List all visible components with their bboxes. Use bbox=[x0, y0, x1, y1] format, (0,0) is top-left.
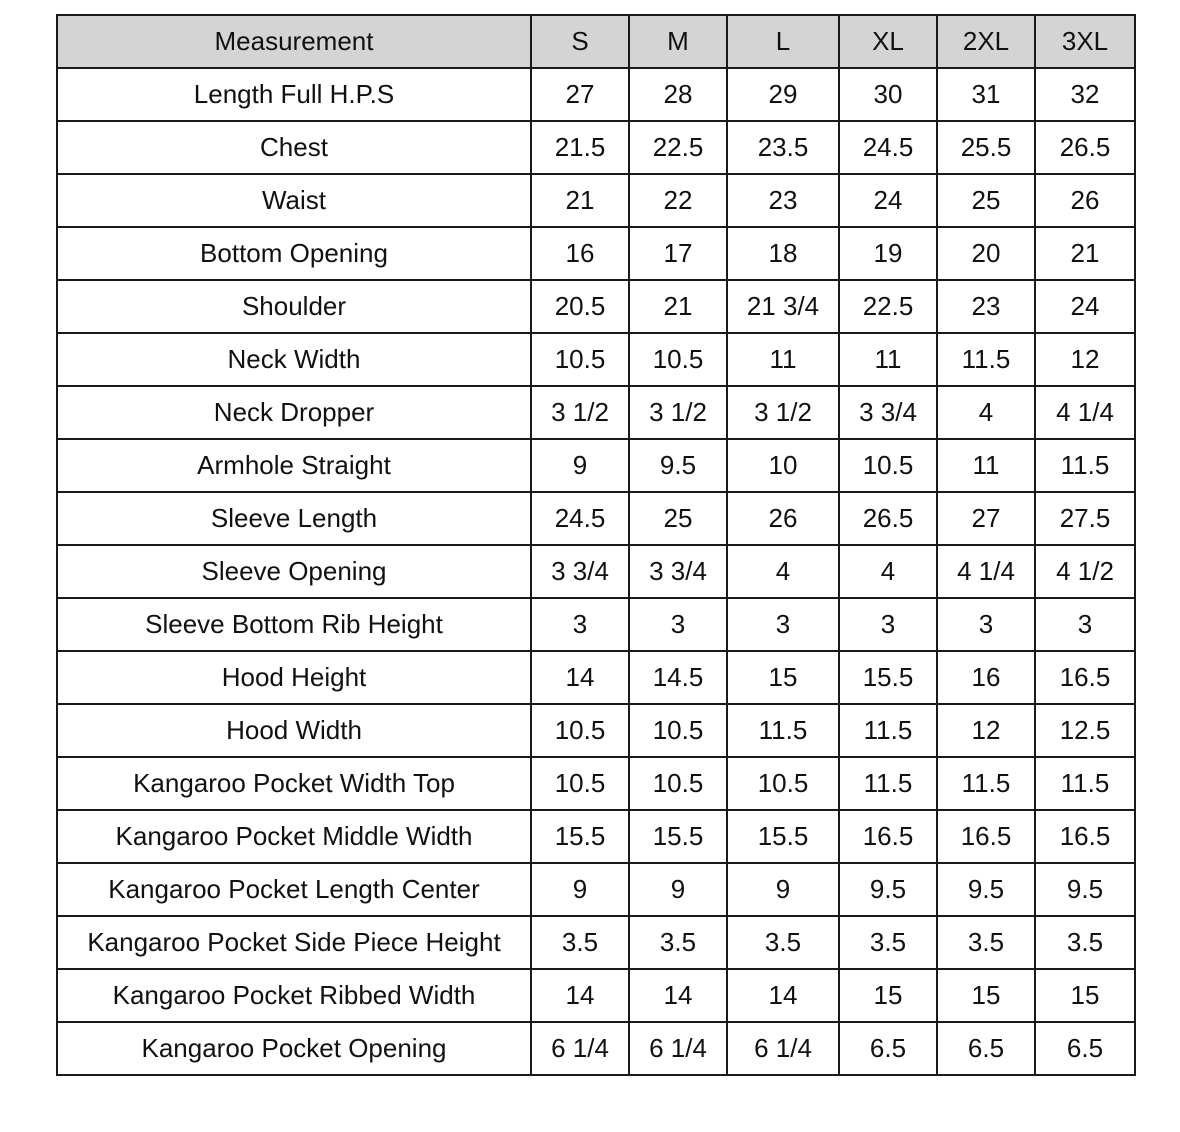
measurement-value-cell: 10.5 bbox=[531, 704, 629, 757]
measurement-value-cell: 15.5 bbox=[629, 810, 727, 863]
measurement-value-cell: 15.5 bbox=[839, 651, 937, 704]
measurement-value-cell: 15 bbox=[839, 969, 937, 1022]
measurement-value-cell: 3.5 bbox=[531, 916, 629, 969]
measurement-value-cell: 24.5 bbox=[531, 492, 629, 545]
measurement-name-cell: Shoulder bbox=[57, 280, 531, 333]
table-row bbox=[57, 386, 1135, 439]
measurement-value-cell: 26.5 bbox=[839, 492, 937, 545]
table-row bbox=[57, 492, 1135, 545]
measurement-value-cell: 6 1/4 bbox=[531, 1022, 629, 1075]
measurement-value-cell: 3 bbox=[531, 598, 629, 651]
table-row bbox=[57, 439, 1135, 492]
table-row bbox=[57, 704, 1135, 757]
column-header-size-3xl: 3XL bbox=[1035, 15, 1135, 68]
measurement-value-cell: 27 bbox=[937, 492, 1035, 545]
measurement-value-cell: 3 3/4 bbox=[839, 386, 937, 439]
measurement-value-cell: 12 bbox=[937, 704, 1035, 757]
measurement-value-cell: 10.5 bbox=[629, 333, 727, 386]
measurement-name-cell: Sleeve Length bbox=[57, 492, 531, 545]
measurement-value-cell: 11.5 bbox=[839, 704, 937, 757]
table-row bbox=[57, 598, 1135, 651]
measurement-value-cell: 25 bbox=[937, 174, 1035, 227]
measurement-value-cell: 3 3/4 bbox=[531, 545, 629, 598]
measurement-value-cell: 22 bbox=[629, 174, 727, 227]
measurement-value-cell: 9 bbox=[531, 439, 629, 492]
measurement-value-cell: 16 bbox=[531, 227, 629, 280]
measurement-value-cell: 3.5 bbox=[629, 916, 727, 969]
measurement-value-cell: 20 bbox=[937, 227, 1035, 280]
measurement-value-cell: 3 1/2 bbox=[531, 386, 629, 439]
table-row bbox=[57, 810, 1135, 863]
column-header-measurement: Measurement bbox=[57, 15, 531, 68]
measurement-value-cell: 17 bbox=[629, 227, 727, 280]
measurement-value-cell: 15 bbox=[1035, 969, 1135, 1022]
measurement-value-cell: 16.5 bbox=[1035, 651, 1135, 704]
measurement-name-cell: Hood Height bbox=[57, 651, 531, 704]
measurement-value-cell: 25.5 bbox=[937, 121, 1035, 174]
table-row bbox=[57, 651, 1135, 704]
measurement-value-cell: 21 bbox=[531, 174, 629, 227]
measurement-name-cell: Kangaroo Pocket Width Top bbox=[57, 757, 531, 810]
measurement-value-cell: 11.5 bbox=[937, 757, 1035, 810]
column-header-size-l: L bbox=[727, 15, 839, 68]
measurement-value-cell: 14 bbox=[629, 969, 727, 1022]
measurement-value-cell: 3.5 bbox=[727, 916, 839, 969]
measurement-value-cell: 21 bbox=[1035, 227, 1135, 280]
measurement-value-cell: 15 bbox=[727, 651, 839, 704]
measurement-name-cell: Kangaroo Pocket Side Piece Height bbox=[57, 916, 531, 969]
measurement-value-cell: 11 bbox=[839, 333, 937, 386]
measurement-value-cell: 23.5 bbox=[727, 121, 839, 174]
measurement-value-cell: 3 bbox=[727, 598, 839, 651]
measurement-value-cell: 3 bbox=[937, 598, 1035, 651]
measurement-value-cell: 15 bbox=[937, 969, 1035, 1022]
measurement-value-cell: 4 bbox=[937, 386, 1035, 439]
measurement-name-cell: Kangaroo Pocket Ribbed Width bbox=[57, 969, 531, 1022]
measurement-name-cell: Armhole Straight bbox=[57, 439, 531, 492]
measurement-value-cell: 11.5 bbox=[727, 704, 839, 757]
measurement-name-cell: Chest bbox=[57, 121, 531, 174]
measurement-value-cell: 10.5 bbox=[629, 757, 727, 810]
measurement-value-cell: 18 bbox=[727, 227, 839, 280]
measurement-value-cell: 25 bbox=[629, 492, 727, 545]
measurement-name-cell: Hood Width bbox=[57, 704, 531, 757]
measurement-value-cell: 11 bbox=[937, 439, 1035, 492]
measurement-value-cell: 21.5 bbox=[531, 121, 629, 174]
measurement-value-cell: 10.5 bbox=[531, 333, 629, 386]
measurement-value-cell: 10.5 bbox=[727, 757, 839, 810]
measurement-value-cell: 6 1/4 bbox=[727, 1022, 839, 1075]
measurement-name-cell: Length Full H.P.S bbox=[57, 68, 531, 121]
measurement-value-cell: 32 bbox=[1035, 68, 1135, 121]
table-row bbox=[57, 121, 1135, 174]
measurement-value-cell: 24 bbox=[839, 174, 937, 227]
measurement-value-cell: 11.5 bbox=[1035, 439, 1135, 492]
measurement-value-cell: 4 1/4 bbox=[1035, 386, 1135, 439]
measurement-value-cell: 6 1/4 bbox=[629, 1022, 727, 1075]
measurement-value-cell: 9.5 bbox=[937, 863, 1035, 916]
measurement-value-cell: 27 bbox=[531, 68, 629, 121]
measurement-value-cell: 19 bbox=[839, 227, 937, 280]
measurement-value-cell: 14 bbox=[531, 651, 629, 704]
measurement-value-cell: 16.5 bbox=[937, 810, 1035, 863]
column-header-size-s: S bbox=[531, 15, 629, 68]
measurement-value-cell: 11 bbox=[727, 333, 839, 386]
measurement-value-cell: 6.5 bbox=[937, 1022, 1035, 1075]
header-row bbox=[57, 15, 1135, 68]
measurement-name-cell: Bottom Opening bbox=[57, 227, 531, 280]
column-header-size-m: M bbox=[629, 15, 727, 68]
column-header-size-xl: XL bbox=[839, 15, 937, 68]
measurement-value-cell: 24.5 bbox=[839, 121, 937, 174]
measurement-value-cell: 9 bbox=[629, 863, 727, 916]
table-row bbox=[57, 969, 1135, 1022]
measurement-name-cell: Sleeve Bottom Rib Height bbox=[57, 598, 531, 651]
measurement-value-cell: 24 bbox=[1035, 280, 1135, 333]
measurement-value-cell: 6.5 bbox=[1035, 1022, 1135, 1075]
measurement-value-cell: 4 1/2 bbox=[1035, 545, 1135, 598]
measurement-name-cell: Kangaroo Pocket Opening bbox=[57, 1022, 531, 1075]
measurement-value-cell: 3 1/2 bbox=[727, 386, 839, 439]
measurement-value-cell: 3.5 bbox=[937, 916, 1035, 969]
measurement-value-cell: 21 bbox=[629, 280, 727, 333]
table-row bbox=[57, 757, 1135, 810]
table-row bbox=[57, 916, 1135, 969]
measurement-value-cell: 28 bbox=[629, 68, 727, 121]
measurement-value-cell: 14 bbox=[531, 969, 629, 1022]
measurement-value-cell: 11.5 bbox=[839, 757, 937, 810]
table-header bbox=[57, 15, 1135, 68]
table-row bbox=[57, 68, 1135, 121]
measurement-value-cell: 4 1/4 bbox=[937, 545, 1035, 598]
measurement-value-cell: 10.5 bbox=[629, 704, 727, 757]
measurement-value-cell: 20.5 bbox=[531, 280, 629, 333]
measurement-name-cell: Kangaroo Pocket Length Center bbox=[57, 863, 531, 916]
measurement-value-cell: 11.5 bbox=[937, 333, 1035, 386]
measurement-value-cell: 12.5 bbox=[1035, 704, 1135, 757]
measurement-value-cell: 10 bbox=[727, 439, 839, 492]
measurement-value-cell: 11.5 bbox=[1035, 757, 1135, 810]
measurement-value-cell: 9 bbox=[531, 863, 629, 916]
table-row bbox=[57, 333, 1135, 386]
column-header-size-2xl: 2XL bbox=[937, 15, 1035, 68]
measurement-value-cell: 9 bbox=[727, 863, 839, 916]
measurement-value-cell: 3.5 bbox=[1035, 916, 1135, 969]
measurement-value-cell: 29 bbox=[727, 68, 839, 121]
measurement-value-cell: 4 bbox=[727, 545, 839, 598]
measurement-value-cell: 9.5 bbox=[839, 863, 937, 916]
table-row bbox=[57, 280, 1135, 333]
measurement-value-cell: 3 bbox=[1035, 598, 1135, 651]
measurement-value-cell: 3 1/2 bbox=[629, 386, 727, 439]
measurement-value-cell: 16 bbox=[937, 651, 1035, 704]
measurement-name-cell: Kangaroo Pocket Middle Width bbox=[57, 810, 531, 863]
measurement-value-cell: 9.5 bbox=[629, 439, 727, 492]
size-chart-table bbox=[56, 14, 1136, 1076]
measurement-value-cell: 27.5 bbox=[1035, 492, 1135, 545]
measurement-value-cell: 10.5 bbox=[531, 757, 629, 810]
measurement-value-cell: 15.5 bbox=[531, 810, 629, 863]
measurement-name-cell: Sleeve Opening bbox=[57, 545, 531, 598]
measurement-value-cell: 15.5 bbox=[727, 810, 839, 863]
measurement-value-cell: 23 bbox=[727, 174, 839, 227]
measurement-value-cell: 26 bbox=[727, 492, 839, 545]
measurement-value-cell: 30 bbox=[839, 68, 937, 121]
measurement-name-cell: Waist bbox=[57, 174, 531, 227]
measurement-value-cell: 3 bbox=[629, 598, 727, 651]
table-body bbox=[57, 68, 1135, 1075]
measurement-value-cell: 31 bbox=[937, 68, 1035, 121]
measurement-name-cell: Neck Dropper bbox=[57, 386, 531, 439]
table-row bbox=[57, 545, 1135, 598]
measurement-value-cell: 3 bbox=[839, 598, 937, 651]
measurement-value-cell: 14.5 bbox=[629, 651, 727, 704]
measurement-value-cell: 26 bbox=[1035, 174, 1135, 227]
measurement-value-cell: 9.5 bbox=[1035, 863, 1135, 916]
table-row bbox=[57, 227, 1135, 280]
measurement-value-cell: 22.5 bbox=[839, 280, 937, 333]
measurement-value-cell: 4 bbox=[839, 545, 937, 598]
measurement-value-cell: 26.5 bbox=[1035, 121, 1135, 174]
measurement-value-cell: 16.5 bbox=[1035, 810, 1135, 863]
measurement-value-cell: 21 3/4 bbox=[727, 280, 839, 333]
measurement-value-cell: 6.5 bbox=[839, 1022, 937, 1075]
measurement-name-cell: Neck Width bbox=[57, 333, 531, 386]
table-row bbox=[57, 174, 1135, 227]
measurement-value-cell: 3.5 bbox=[839, 916, 937, 969]
table-row bbox=[57, 863, 1135, 916]
measurement-value-cell: 23 bbox=[937, 280, 1035, 333]
measurement-value-cell: 22.5 bbox=[629, 121, 727, 174]
measurement-value-cell: 12 bbox=[1035, 333, 1135, 386]
table-row bbox=[57, 1022, 1135, 1075]
measurement-value-cell: 14 bbox=[727, 969, 839, 1022]
measurement-value-cell: 3 3/4 bbox=[629, 545, 727, 598]
measurement-value-cell: 16.5 bbox=[839, 810, 937, 863]
measurement-value-cell: 10.5 bbox=[839, 439, 937, 492]
